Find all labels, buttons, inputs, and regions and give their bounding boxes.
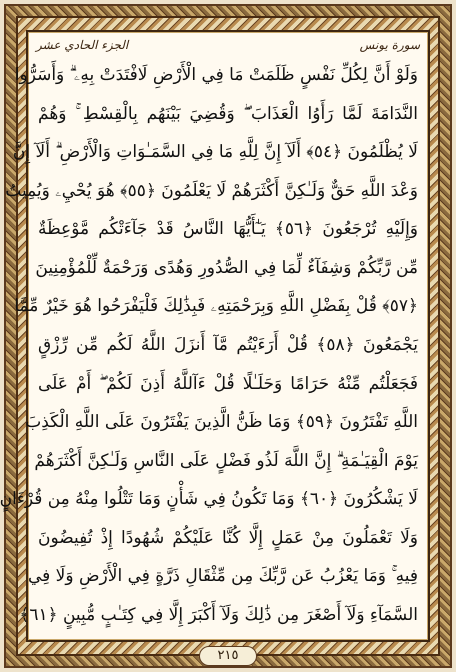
surah-title: سورة يونس <box>359 38 420 52</box>
juz-title: الجزء الحادي عشر <box>36 38 129 52</box>
verse-line: فَجَعَلْتُم مِّنْهُ حَرَامًا وَحَلَـٰلًا قُلْ ءَآللَّهُ أَذِنَ لَكُمْ ۖ أَمْ عَلَى <box>38 373 418 394</box>
verse-line: فِيهِ ۚ وَمَا يَعْزُبُ عَن رَّبِّكَ مِن مِّثْقَالِ ذَرَّةٍ فِي الْأَرْضِ وَلَا فِي <box>27 566 418 587</box>
verse-line: لَا يُظْلَمُونَ ﴿٥٤﴾ أَلَآ إِنَّ لِلَّهِ مَا فِي السَّمَـٰوَاتِ وَالْأَرْضِ ۗ أَلَآ إِنَّ <box>12 142 418 163</box>
verse-line: يَجْمَعُونَ ﴿٥٨﴾ قُلْ أَرَءَيْتُم مَّآ أَنزَلَ اللَّهُ لَكُم مِّن رِّزْقٍ <box>38 334 418 355</box>
verse-line: اللَّهِ تَفْتَرُونَ ﴿٥٩﴾ وَمَا ظَنُّ الَّذِينَ يَفْتَرُونَ عَلَى اللَّهِ الْكَذِبَ <box>25 412 418 433</box>
verse-line: النَّدَامَةَ لَمَّا رَأَوُا الْعَذَابَ ۖ وَقُضِيَ بَيْنَهُم بِالْقِسْطِ ۚ وَهُمْ <box>38 103 418 124</box>
verse-line: وَلَا تَعْمَلُونَ مِنْ عَمَلٍ إِلَّا كُنَّا عَلَيْكُمْ شُهُودًا إِذْ تُفِيضُونَ <box>38 527 418 548</box>
verse-lines <box>0 58 419 632</box>
verse-line: وَلَوْ أَنَّ لِكُلِّ نَفْسٍ ظَلَمَتْ مَا فِي الْأَرْضِ لَافْتَدَتْ بِهِۦ ۗ وَأَسَرُّوا <box>14 65 418 85</box>
verse-line: السَّمَآءِ وَلَآ أَصْغَرَ مِن ذَٰلِكَ وَلَآ أَكْبَرَ إِلَّا فِي كِتَـٰبٍ مُّبِينٍ ﴿٦١﴾ <box>19 604 418 625</box>
verse-line: وَعْدَ اللَّهِ حَقٌّ وَلَـٰكِنَّ أَكْثَرَهُمْ لَا يَعْلَمُونَ ﴿٥٥﴾ هُوَ يُحْيِۦ وَيُمِيتُ <box>5 180 418 201</box>
verse-line: يَوْمَ الْقِيَـٰمَةِ ۗ إِنَّ اللَّهَ لَذُو فَضْلٍ عَلَى النَّاسِ وَلَـٰكِنَّ أَكْثَرَهُمْ <box>34 450 418 471</box>
verse-line: مِّن رَّبِّكُمْ وَشِفَآءٌ لِّمَا فِي الصُّدُورِ وَهُدًى وَرَحْمَةٌ لِّلْمُؤْمِنِينَ <box>35 257 418 278</box>
page-number: ٢١٥ <box>199 646 257 666</box>
verse-line: وَإِلَيْهِ تُرْجَعُونَ ﴿٥٦﴾ يَـٰٓأَيُّهَا النَّاسُ قَدْ جَآءَتْكُم مَّوْعِظَةٌ <box>38 219 419 240</box>
verse-line: ﴿٥٧﴾ قُلْ بِفَضْلِ اللَّهِ وَبِرَحْمَتِهِۦ فَبِذَٰلِكَ فَلْيَفْرَحُوا هُوَ خَيْرٌ مِّمَّا <box>14 296 418 317</box>
verse-line: لَا يَشْكُرُونَ ﴿٦٠﴾ وَمَا تَكُونُ فِي شَأْنٍ وَمَا تَتْلُوا مِنْهُ مِن قُرْءَانٍ <box>0 489 418 510</box>
page-header <box>36 34 420 56</box>
text-panel <box>0 30 430 642</box>
